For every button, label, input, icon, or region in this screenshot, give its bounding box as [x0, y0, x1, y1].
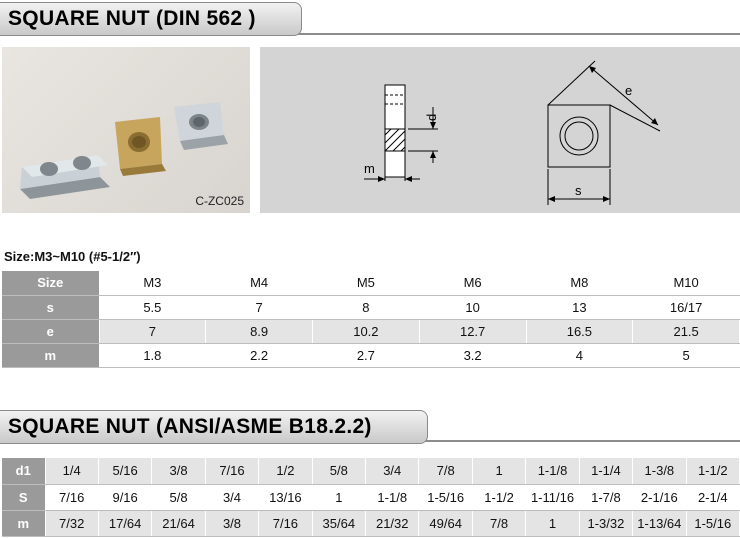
table-cell: 7/32 [45, 510, 98, 536]
table-cell: 1-1/2 [472, 484, 525, 510]
ansi-title: SQUARE NUT (ANSI/ASME B18.2.2) [0, 410, 428, 444]
table-cell: 12.7 [419, 319, 526, 343]
size-range-label: Size:M3~M10 (#5-1/2″) [4, 249, 141, 264]
table-cell: 17/64 [98, 510, 151, 536]
table-cell: M10 [633, 271, 740, 295]
square-nut-photo-illustration [2, 47, 250, 213]
row-header: d1 [2, 458, 45, 484]
table-cell: 7/16 [205, 458, 258, 484]
din-dimension-table [2, 271, 740, 368]
table-cell: 8.9 [206, 319, 313, 343]
table-cell: 1-5/16 [419, 484, 472, 510]
row-header: m [2, 343, 99, 367]
table-cell: 2.7 [313, 343, 420, 367]
table-cell: 7/16 [259, 510, 312, 536]
table-cell: 35/64 [312, 510, 365, 536]
table-cell: 7/8 [419, 458, 472, 484]
table-cell: M4 [206, 271, 313, 295]
table-cell: 16.5 [526, 319, 633, 343]
table-cell: 10.2 [313, 319, 420, 343]
table-cell: 21/32 [366, 510, 419, 536]
table-cell: 21/64 [152, 510, 205, 536]
table-cell: 5/8 [312, 458, 365, 484]
table-row [2, 510, 740, 536]
table-cell: 5.5 [99, 295, 206, 319]
din-title: SQUARE NUT (DIN 562 ) [0, 2, 302, 36]
label-s: s [575, 183, 582, 198]
label-d: d [424, 113, 439, 121]
table-row [2, 484, 740, 510]
nut-dimension-drawing [260, 47, 740, 213]
table-cell: 1-7/8 [579, 484, 632, 510]
table-row [2, 458, 740, 484]
table-cell: 1-1/4 [579, 458, 632, 484]
row-header: s [2, 295, 99, 319]
table-cell: M3 [99, 271, 206, 295]
table-cell: 3.2 [419, 343, 526, 367]
table-cell: 7/16 [45, 484, 98, 510]
table-row [2, 295, 740, 319]
table-cell: 9/16 [98, 484, 151, 510]
table-cell: 1/2 [259, 458, 312, 484]
table-cell: 1/4 [45, 458, 98, 484]
table-cell: 4 [526, 343, 633, 367]
table-cell: 10 [419, 295, 526, 319]
table-cell: 21.5 [633, 319, 740, 343]
table-cell: 1-5/16 [686, 510, 739, 536]
table-cell: 1 [526, 510, 579, 536]
table-cell: 2.2 [206, 343, 313, 367]
table-row [2, 271, 740, 295]
table-cell: 1-11/16 [526, 484, 579, 510]
label-m: m [364, 161, 375, 176]
table-cell: M8 [526, 271, 633, 295]
table-cell: 5/16 [98, 458, 151, 484]
label-e: e [625, 83, 633, 98]
table-cell: 1-3/8 [633, 458, 686, 484]
table-cell: 1.8 [99, 343, 206, 367]
table-cell: 3/4 [366, 458, 419, 484]
table-cell: 7/8 [472, 510, 525, 536]
table-cell: 1-1/8 [526, 458, 579, 484]
table-row [2, 319, 740, 343]
table-cell: 1-1/2 [686, 458, 739, 484]
table-cell: M6 [419, 271, 526, 295]
table-cell: 1 [472, 458, 525, 484]
row-header: e [2, 319, 99, 343]
table-cell: 1-1/8 [366, 484, 419, 510]
table-cell: 5 [633, 343, 740, 367]
table-cell: 8 [313, 295, 420, 319]
table-cell: 1-13/64 [633, 510, 686, 536]
table-cell: 1 [312, 484, 365, 510]
product-photo [2, 47, 250, 213]
table-cell: 2-1/16 [633, 484, 686, 510]
table-row [2, 343, 740, 367]
table-cell: 13 [526, 295, 633, 319]
row-header: Size [2, 271, 99, 295]
table-cell: 13/16 [259, 484, 312, 510]
ansi-dimension-table [2, 458, 740, 537]
table-cell: 7 [206, 295, 313, 319]
table-cell: 1-3/32 [579, 510, 632, 536]
table-cell: 3/8 [205, 510, 258, 536]
row-header: m [2, 510, 45, 536]
table-cell: 3/8 [152, 458, 205, 484]
table-cell: 16/17 [633, 295, 740, 319]
technical-drawing [260, 47, 740, 213]
table-cell: 3/4 [205, 484, 258, 510]
table-cell: 49/64 [419, 510, 472, 536]
table-cell: M5 [313, 271, 420, 295]
row-header: S [2, 484, 45, 510]
table-cell: 7 [99, 319, 206, 343]
photo-caption: C-ZC025 [195, 194, 244, 208]
table-cell: 2-1/4 [686, 484, 739, 510]
table-cell: 5/8 [152, 484, 205, 510]
